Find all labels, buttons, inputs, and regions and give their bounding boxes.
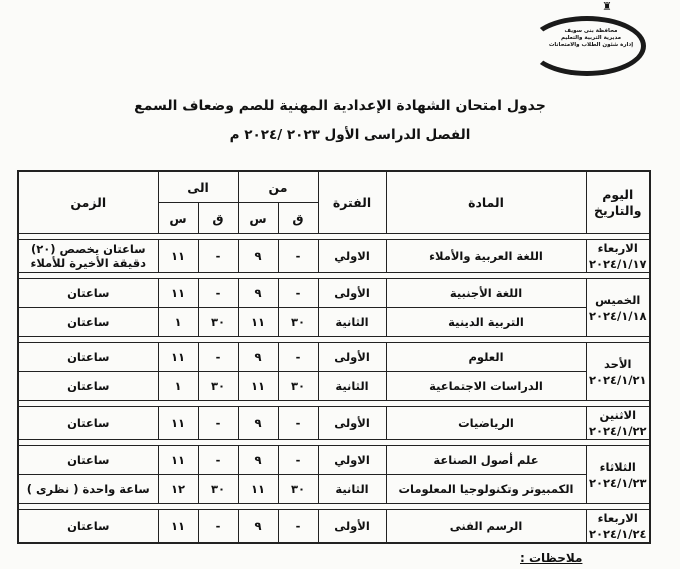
- day-date: ٢٠٢٤/١/٢٣: [588, 475, 647, 490]
- from-hour-cell: ٩: [238, 407, 278, 440]
- duration-cell: ساعة واحدة ( نظرى ): [18, 475, 158, 504]
- from-hour-cell: ٩: [238, 343, 278, 372]
- duration-cell: ساعتان: [18, 308, 158, 337]
- logo-line: إدارة شئون الطلاب والامتحانات: [548, 42, 634, 48]
- period-cell: الاولي: [318, 446, 386, 475]
- to-hour-cell: ١١: [158, 240, 198, 273]
- subject-cell: علم أصول الصناعة: [386, 446, 586, 475]
- table-row: [18, 446, 650, 475]
- to-minute-cell: -: [198, 510, 238, 544]
- eagle-emblem-icon: ♜: [602, 0, 612, 13]
- duration-cell: ساعتان: [18, 510, 158, 544]
- from-hour-cell: ٩: [238, 240, 278, 273]
- header-from-hour: س: [238, 203, 278, 234]
- day-date: ٢٠٢٤/١/٢٤: [588, 527, 647, 541]
- subject-cell: اللغة العربية والأملاء: [386, 240, 586, 273]
- day-date: ٢٠٢٤/١/٢١: [588, 372, 647, 387]
- to-hour-cell: ١١: [158, 446, 198, 475]
- day-name: الاربعاء: [597, 241, 638, 255]
- day-name: الخميس: [595, 292, 641, 307]
- from-hour-cell: ١١: [238, 372, 278, 401]
- duration-cell: ساعتان: [18, 407, 158, 440]
- header-from: من: [238, 171, 318, 203]
- from-minute-cell: -: [278, 407, 318, 440]
- subject-cell: الكمبيوتر وتكنولوجيا المعلومات: [386, 475, 586, 504]
- day-cell: [586, 407, 650, 440]
- duration-cell: ساعتان: [18, 372, 158, 401]
- to-hour-cell: ١: [158, 372, 198, 401]
- from-minute-cell: -: [278, 510, 318, 544]
- to-minute-cell: ٣٠: [198, 372, 238, 401]
- header-to-minute: ق: [198, 203, 238, 234]
- subject-cell: التربية الدينية: [386, 308, 586, 337]
- logo-line: مديرية التربية والتعليم: [560, 35, 622, 41]
- day-name: الأحد: [604, 356, 632, 371]
- notes-label: ملاحظات :: [520, 551, 583, 565]
- table-row: [18, 475, 650, 504]
- to-hour-cell: ١٢: [158, 475, 198, 504]
- day-cell: [586, 343, 650, 401]
- table-row: [18, 279, 650, 308]
- to-minute-cell: -: [198, 343, 238, 372]
- header-to-hour: س: [158, 203, 198, 234]
- header-day: اليوم والتاريخ: [586, 171, 650, 234]
- period-cell: الثانية: [318, 372, 386, 401]
- to-minute-cell: -: [198, 279, 238, 308]
- day-cell: [586, 510, 650, 544]
- from-minute-cell: -: [278, 446, 318, 475]
- from-hour-cell: ١١: [238, 475, 278, 504]
- from-hour-cell: ٩: [238, 446, 278, 475]
- day-date: ٢٠٢٤/١/١٧: [588, 257, 647, 271]
- day-date: ٢٠٢٤/١/٢٢: [588, 424, 647, 438]
- period-cell: الأولى: [318, 407, 386, 440]
- schedule-body: [18, 234, 650, 544]
- duration-cell: ساعتان: [18, 343, 158, 372]
- exam-schedule-table: [17, 170, 651, 544]
- from-minute-cell: -: [278, 279, 318, 308]
- header-to: الى: [158, 171, 238, 203]
- from-hour-cell: ٩: [238, 279, 278, 308]
- duration-cell: ساعتان: [18, 446, 158, 475]
- period-cell: الثانية: [318, 475, 386, 504]
- to-minute-cell: ٣٠: [198, 475, 238, 504]
- table-row: [18, 343, 650, 372]
- to-hour-cell: ١١: [158, 279, 198, 308]
- day-name: الاربعاء: [597, 511, 638, 525]
- header-duration: الزمن: [18, 171, 158, 234]
- header-from-minute: ق: [278, 203, 318, 234]
- day-name: الثلاثاء: [599, 459, 636, 474]
- subject-cell: العلوم: [386, 343, 586, 372]
- period-cell: الأولى: [318, 510, 386, 544]
- day-cell: [586, 446, 650, 504]
- to-minute-cell: -: [198, 407, 238, 440]
- table-row: [18, 308, 650, 337]
- duration-cell: ساعتان: [18, 279, 158, 308]
- table-row: [18, 510, 650, 544]
- table-row: [18, 240, 650, 273]
- subject-cell: الدراسات الاجتماعية: [386, 372, 586, 401]
- table-row: [18, 407, 650, 440]
- page-title: جدول امتحان الشهادة الإعدادية المهنية للصم وضعاف السمع: [134, 98, 546, 114]
- logo-line: محافظة بنى سويف: [564, 28, 618, 34]
- period-cell: الأولى: [318, 343, 386, 372]
- header-subject: المادة: [386, 171, 586, 234]
- to-hour-cell: ١١: [158, 407, 198, 440]
- logo-text: [546, 28, 636, 64]
- from-hour-cell: ١١: [238, 308, 278, 337]
- subject-cell: الرياضيات: [386, 407, 586, 440]
- subject-cell: اللغة الأجنبية: [386, 279, 586, 308]
- to-hour-cell: ١١: [158, 510, 198, 544]
- duration-cell: ساعتان يخصص (٢٠) دقيقة الأخيرة للأملاء: [18, 240, 158, 273]
- to-minute-cell: ٣٠: [198, 308, 238, 337]
- to-hour-cell: ١: [158, 308, 198, 337]
- from-minute-cell: -: [278, 343, 318, 372]
- from-minute-cell: ٣٠: [278, 372, 318, 401]
- subject-cell: الرسم الفنى: [386, 510, 586, 544]
- from-hour-cell: ٩: [238, 510, 278, 544]
- from-minute-cell: ٣٠: [278, 308, 318, 337]
- table-row: [18, 372, 650, 401]
- day-cell: [586, 279, 650, 337]
- from-minute-cell: -: [278, 240, 318, 273]
- to-hour-cell: ١١: [158, 343, 198, 372]
- day-name: الاثنين: [599, 408, 637, 422]
- day-date: ٢٠٢٤/١/١٨: [588, 308, 647, 323]
- header-period: الفترة: [318, 171, 386, 234]
- to-minute-cell: -: [198, 240, 238, 273]
- day-cell: [586, 240, 650, 273]
- page-subtitle: الفصل الدراسى الأول ٢٠٢٣ /٢٠٢٤ م: [229, 127, 471, 143]
- period-cell: الأولى: [318, 279, 386, 308]
- to-minute-cell: -: [198, 446, 238, 475]
- logo: [528, 16, 646, 76]
- from-minute-cell: ٣٠: [278, 475, 318, 504]
- period-cell: الاولي: [318, 240, 386, 273]
- period-cell: الثانية: [318, 308, 386, 337]
